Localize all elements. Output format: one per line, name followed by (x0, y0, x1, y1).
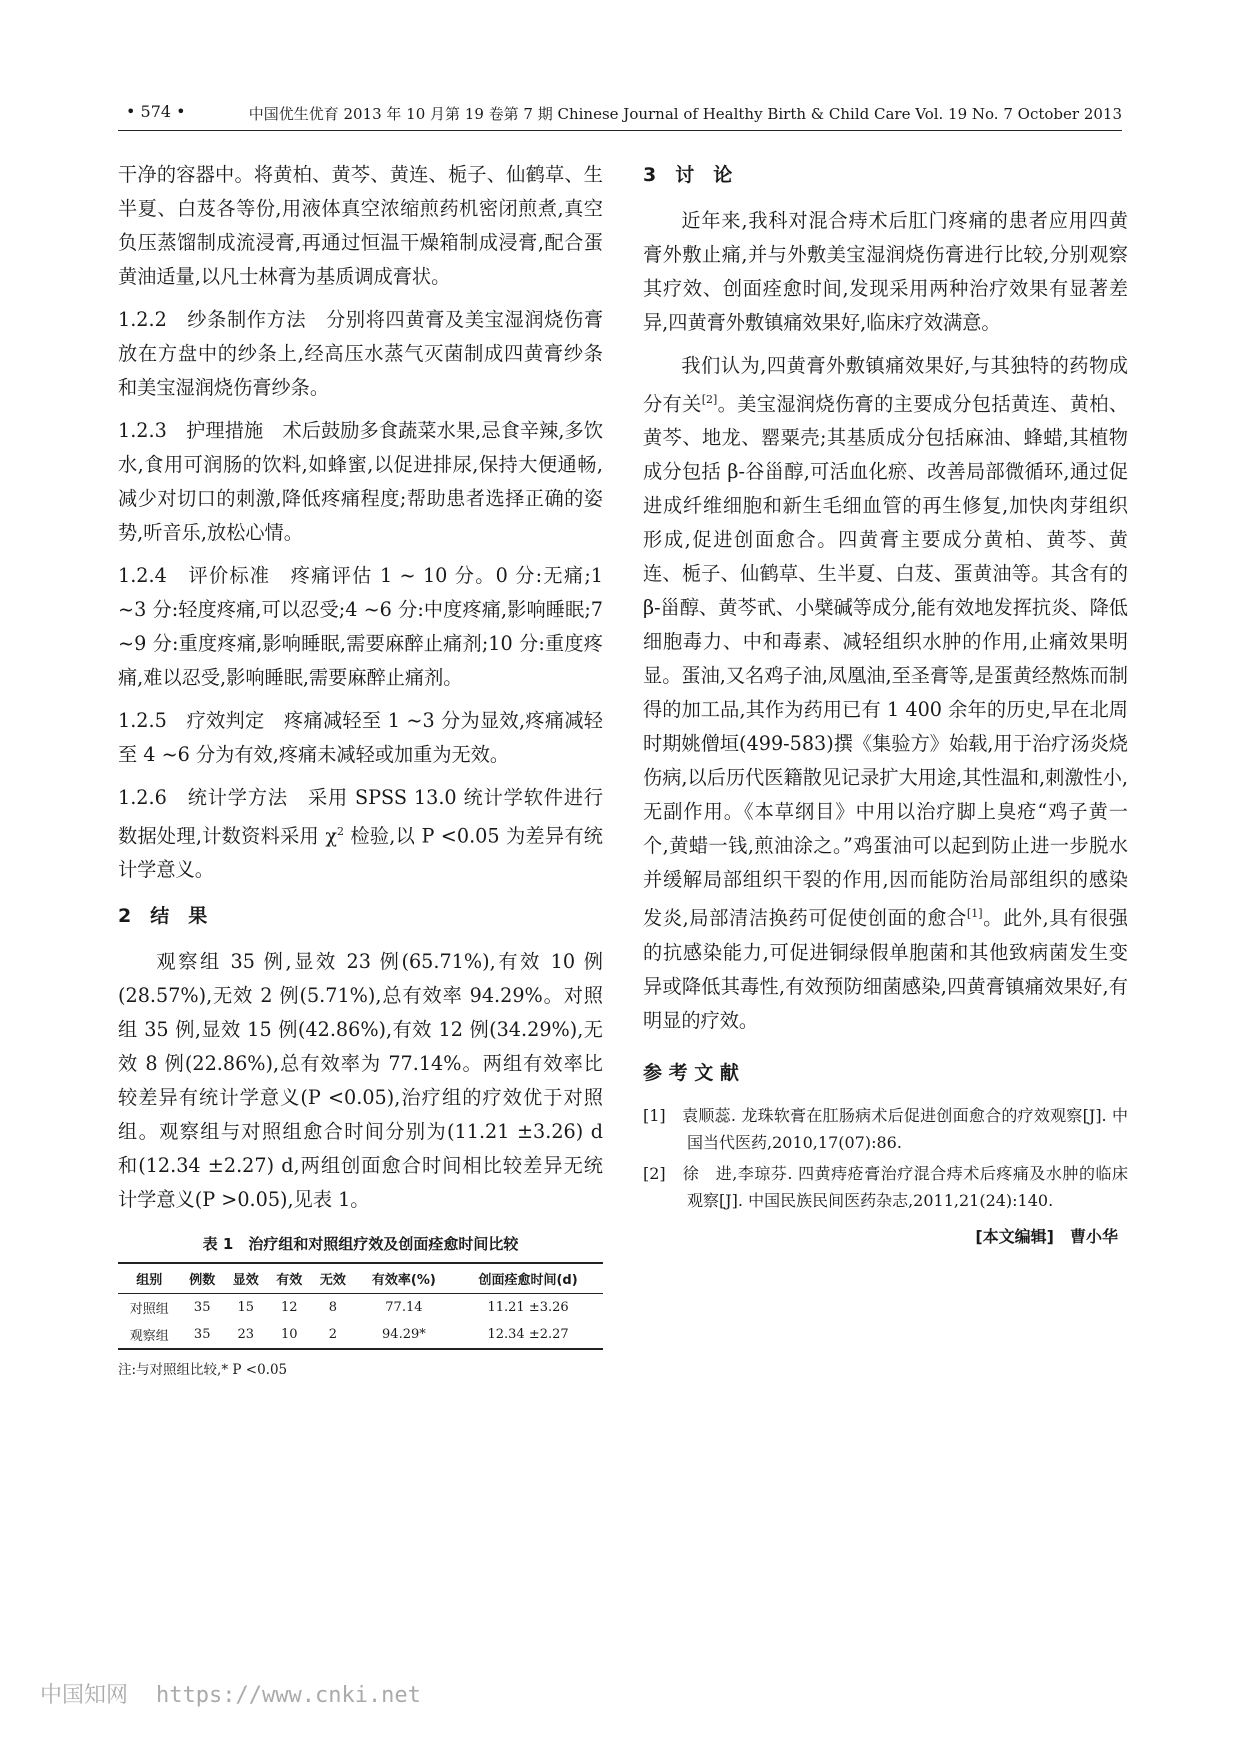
editor-credit: [本文编辑] 曹小华 (975, 1226, 1118, 1246)
column-header: 创面痊愈时间(d) (453, 1263, 603, 1294)
table-cell: 15 (237, 1300, 255, 1316)
page-number: • 574 • (126, 102, 186, 121)
column-header: 例数 (180, 1263, 224, 1294)
reference-item: [1] 袁顺蕊. 龙珠软膏在肛肠病术后促进创面愈合的疗效观察[J]. 中国当代医药,2010,17(07):86. (643, 1105, 1128, 1152)
references-heading: 参 考 文 献 (643, 1061, 739, 1084)
table-cell: 2 (311, 1321, 355, 1349)
table-cell: 94.29* (355, 1321, 454, 1349)
journal-citation: 中国优生优育 2013 年 10 月第 19 卷第 7 期 Chinese Journal of Healthy Birth & Child Care Vol. 19 No. 7 October 2013 (248, 105, 1122, 123)
table-cell: 35 (193, 1300, 211, 1316)
subsection-heading: 1.2.6 统计学方法 (118, 786, 288, 809)
table-header-row (118, 1263, 603, 1294)
column-header: 无效 (311, 1263, 355, 1294)
table-note: 注:与对照组比较,* P <0.05 (118, 1362, 288, 1379)
section-1-2-5: 1.2.5 疗效判定 疼痛减轻至 1 ~3 分为显效,疼痛减轻至 4 ~6 分为有效,疼痛未减轻或加重为无效。 (118, 709, 603, 766)
column-header: 有效 (268, 1263, 312, 1294)
table-row (118, 1321, 603, 1349)
table-cell: 12 (281, 1300, 298, 1316)
column-header: 组别 (118, 1263, 180, 1294)
table-cell: 77.14 (385, 1300, 423, 1316)
running-header (118, 100, 1122, 131)
reference-item: [2] 徐 进,李琼芬. 四黄痔疮膏治疗混合痔术后疼痛及水肿的临床观察[J]. 中国民族民间医药杂志,2011,21(24):140. (643, 1163, 1128, 1210)
table-cell: 12.34 ±2.27 (453, 1321, 603, 1349)
table-cell: 观察组 (118, 1321, 180, 1349)
paragraph-prep: 干净的容器中。将黄柏、黄芩、黄连、栀子、仙鹤草、生半夏、白芨各等份,用液体真空浓缩煎药机密闭煎煮,真空负压蒸馏制成流浸膏,再通过恒温干燥箱制成浸膏,配合蛋黄油适量,以凡士林膏为基质调成膏状。 (118, 163, 603, 288)
table-cell: 23 (224, 1321, 268, 1349)
table-cell: 11.21 ±3.26 (487, 1300, 569, 1316)
subsection-heading: 1.2.5 疗效判定 (118, 709, 265, 732)
table-row (118, 1294, 603, 1322)
citation-ref: [2] (701, 393, 718, 406)
paragraph-discussion-1: 近年来,我科对混合痔术后肛门疼痛的患者应用四黄膏外敷止痛,并与外敷美宝湿润烧伤膏进行比较,分别观察其疗效、创面痊愈时间,发现采用两种治疗效果有显著差异,四黄膏外敷镇痛效果好,临床疗效满意。 (643, 209, 1128, 334)
citation-ref: [1] (966, 907, 983, 921)
section-1-2-4: 1.2.4 评价标准 疼痛评估 1 ~ 10 分。0 分:无痛;1 ~3 分:轻度疼痛,可以忍受;4 ~6 分:中度疼痛,影响睡眠;7 ~9 分:重度疼痛,影响睡眠,需要麻醉止痛剂;10 分:重度疼痛,难以忍受,影响睡眠,需要麻醉止痛剂。 (118, 564, 603, 689)
table-caption: 表 1 治疗组和对照组疗效及创面痊愈时间比较 (202, 1235, 519, 1254)
results-table (118, 1262, 603, 1350)
reference-list (643, 1102, 1128, 1214)
table-cell: 10 (268, 1321, 312, 1349)
subsection-heading: 1.2.2 纱条制作方法 (118, 308, 307, 331)
section-3-heading: 3 讨 论 (643, 164, 733, 186)
cnki-url[interactable]: https://www.cnki.net (156, 1683, 421, 1708)
paragraph-discussion-2: 我们认为,四黄膏外敷镇痛效果好,与其独特的药物成分有关[2]。美宝湿润烧伤膏的主要成分包括黄连、黄柏、黄芩、地龙、罂粟壳;其基质成分包括麻油、蜂蜡,其植物成分包括 β-谷甾醇,可活血化瘀、改善局部微循环,通过促进成纤维细胞和新生毛细血管的再生修复,加快肉芽组织形成,促进创面愈合。四黄膏主要成分黄柏、黄芩、黄连、栀子、仙鹤草、生半夏、白芨、蛋黄油等。其含有的 β-甾醇、黄芩甙、小檗碱等成分,能有效地发挥抗炎、降低细胞毒力、中和毒素、减轻组织水肿的作用,止痛效果明显。蛋油,又名鸡子油,凤凰油,至圣膏等,是蛋黄经熬炼而制得的加工品,其作为药用已有 1 400 余年的历史,早在北周时期姚僧垣(499-583)撰《集验方》始载,用于治疗汤炎烧伤病,以后历代医籍散见记录扩大用途,其性温和,刺激性小,无副作用。《本草纲目》中用以治疗脚上臭疮“鸡子黄一个,黄蜡一钱,煎油涂之。”鸡蛋油可以起到防止进一步脱水并缓解局部组织干裂的作用,因而能防治局部组织的感染发炎,局部清洁换药可促使创面的愈合[1]。此外,具有很强的抗感染能力,可促进铜绿假单胞菌和其他致病菌发生变异或降低其毒性,有效预防细菌感染,四黄膏镇痛效果好,有明显的疗效。 (643, 354, 1129, 1032)
table-cell: 35 (180, 1321, 224, 1349)
left-column (118, 158, 603, 1378)
column-header: 显效 (224, 1263, 268, 1294)
section-1-2-2: 1.2.2 纱条制作方法 分别将四黄膏及美宝湿润烧伤膏放在方盘中的纱条上,经高压水蒸气灭菌制成四黄膏纱条和美宝湿润烧伤膏纱条。 (118, 308, 604, 399)
cnki-brand: 中国知网 (40, 1683, 129, 1708)
paragraph-results: 观察组 35 例,显效 23 例(65.71%),有效 10 例(28.57%),无效 2 例(5.71%),总有效率 94.29%。对照组 35 例,显效 15 例(42.86%),有效 12 例(34.29%),无效 8 例(22.86%),总有效率为 77.14%。两组有效率比较差异有统计学意义(P <0.05),治疗组的疗效优于对照组。观察组与对照组愈合时间分别为(11.21 ±3.26) d 和(12.34 ±2.27) d,两组创面愈合时间相比较差异无统计学意义(P >0.05),见表 1。 (118, 950, 603, 1212)
column-header: 有效率(%) (355, 1263, 454, 1294)
section-2-heading: 2 结 果 (118, 905, 208, 928)
subsection-heading: 1.2.3 护理措施 (118, 419, 264, 442)
table-cell: 8 (328, 1300, 337, 1316)
subsection-heading: 1.2.4 评价标准 (118, 564, 271, 587)
watermark-footer (40, 1678, 421, 1709)
section-1-2-3: 1.2.3 护理措施 术后鼓励多食蔬菜水果,忌食辛辣,多饮水,食用可润肠的饮料,如蜂蜜,以促进排尿,保持大便通畅,减少对切口的刺激,降低疼痛程度;帮助患者选择正确的姿势,听音乐,放松心情。 (118, 419, 604, 544)
right-column (643, 158, 1128, 1247)
table-cell: 对照组 (129, 1302, 169, 1318)
section-1-2-6: 1.2.6 统计学方法 采用 SPSS 13.0 统计学软件进行数据处理,计数资料采用 $\chi^2$ 检验,以 P <0.05 为差异有统计学意义。 (118, 786, 604, 882)
